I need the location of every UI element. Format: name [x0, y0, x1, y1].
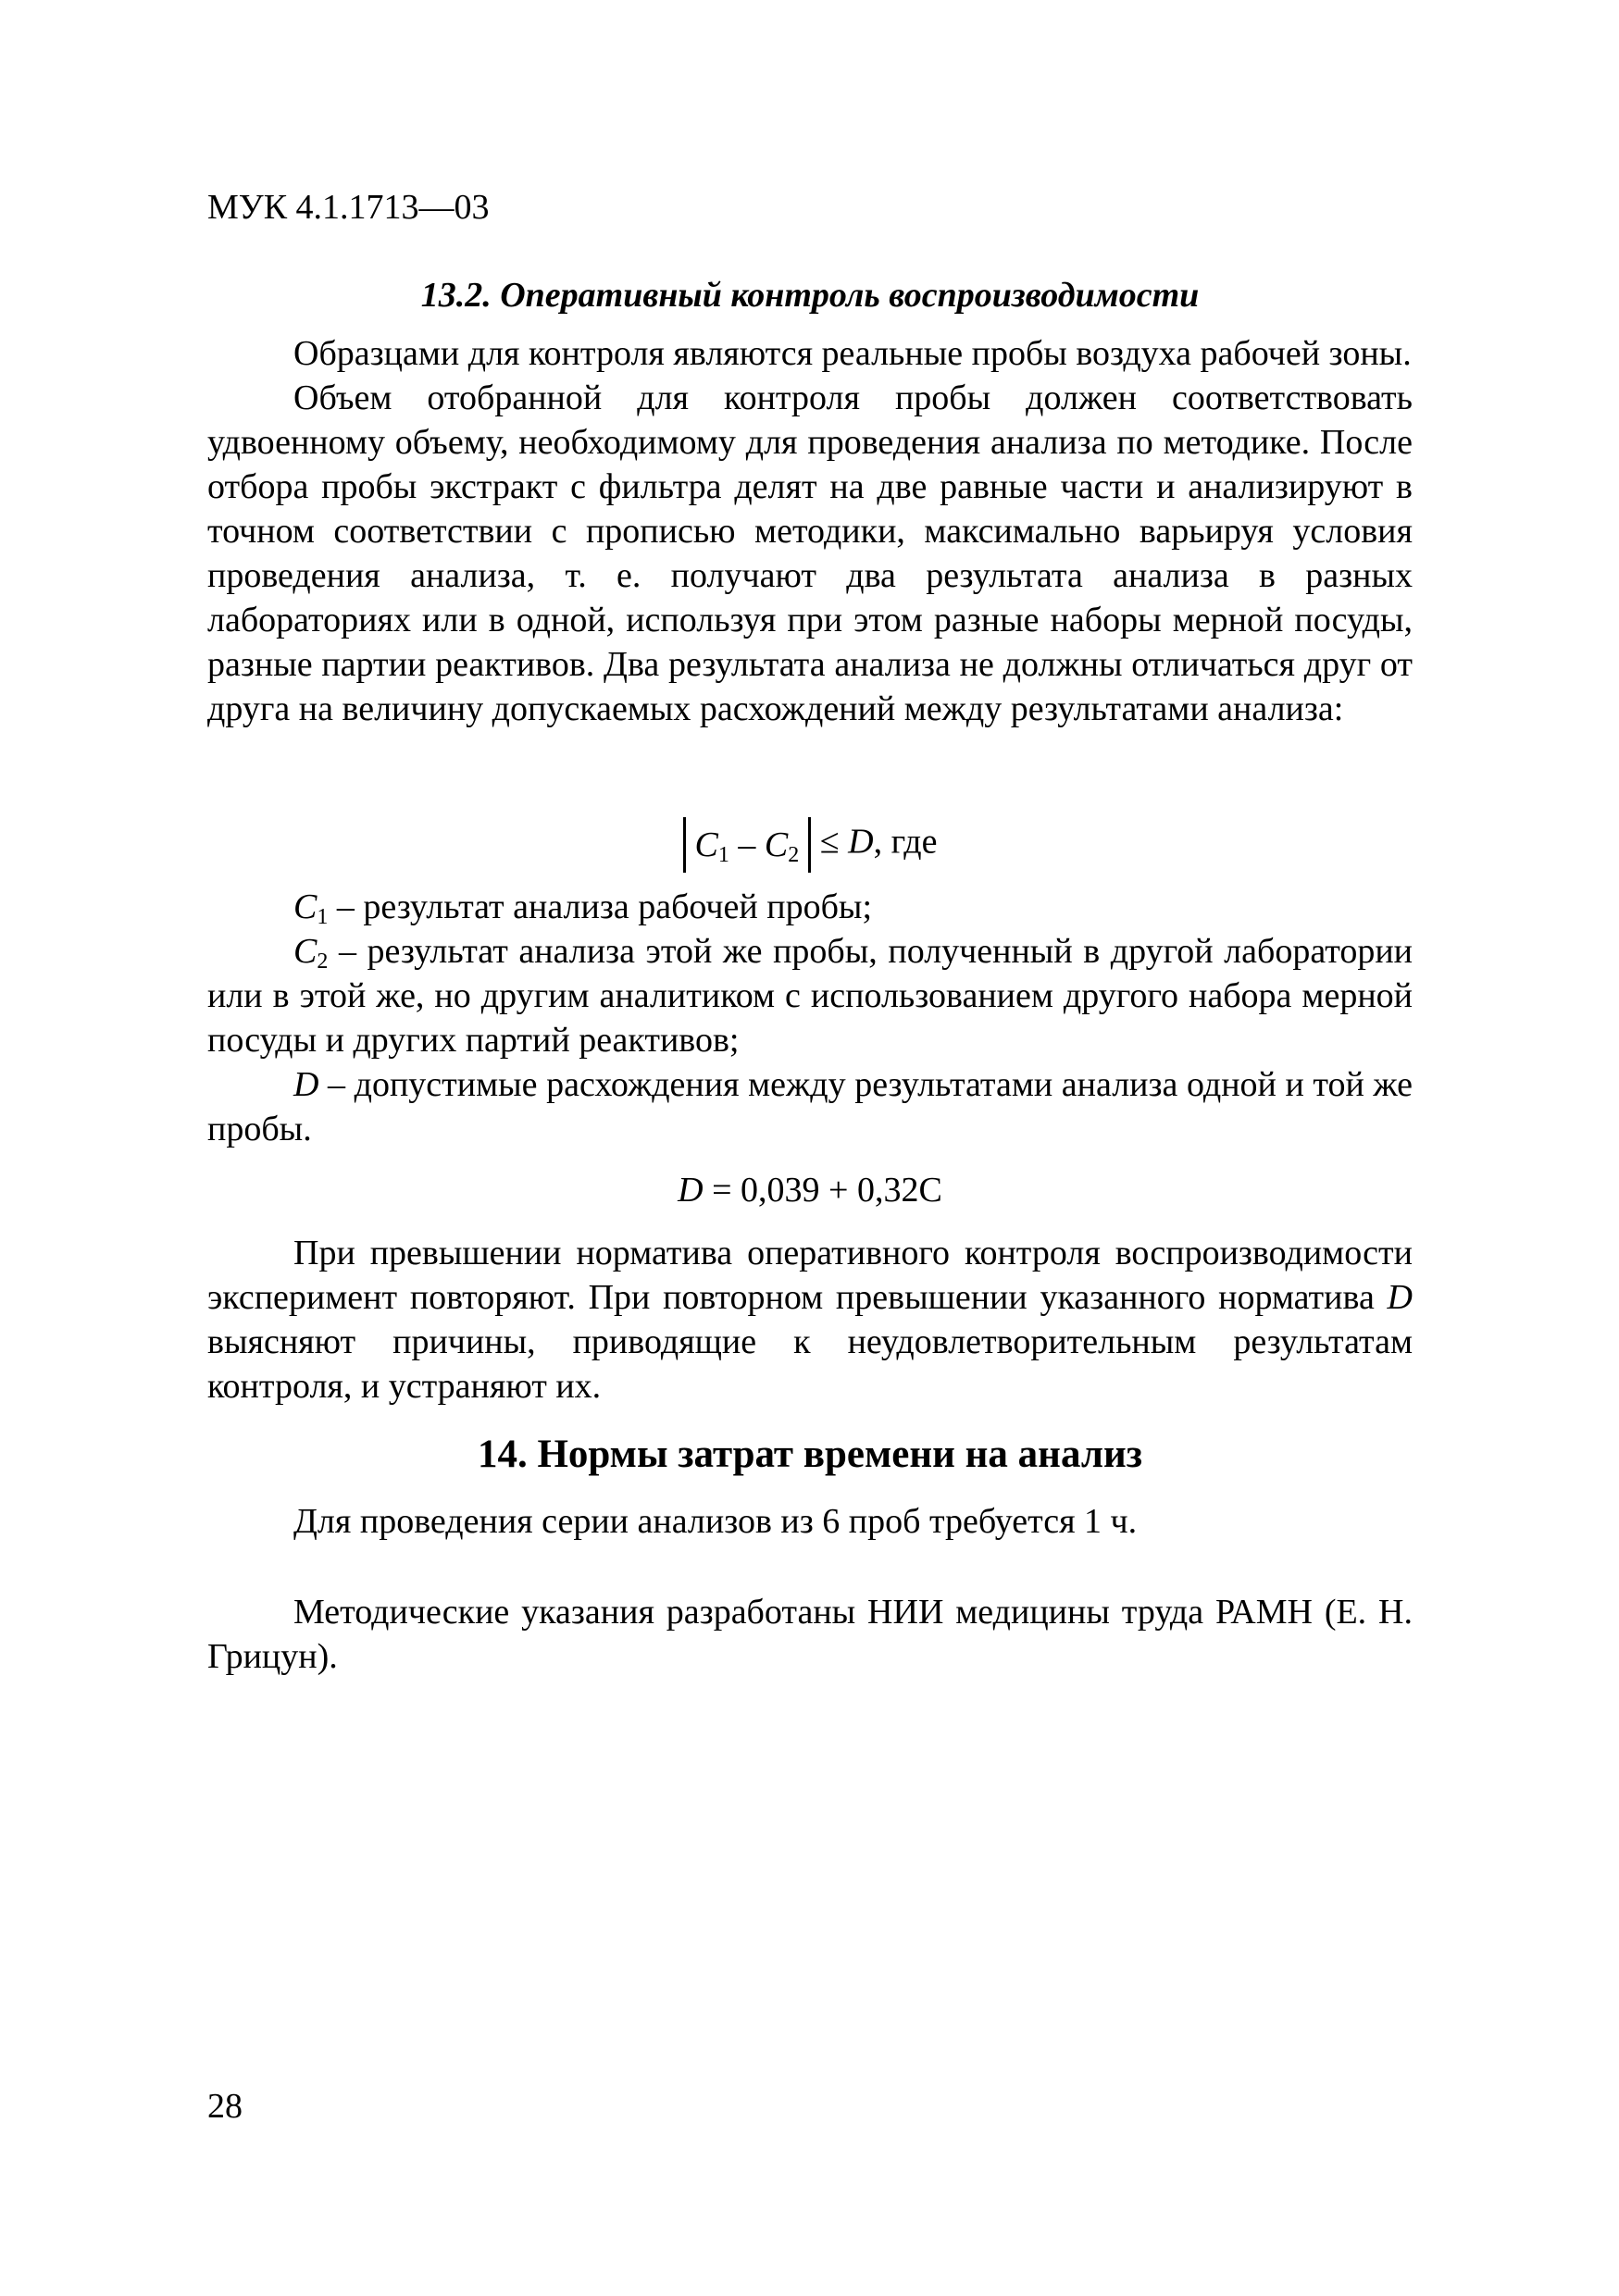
paragraph-exceeding-part2: выясняют причины, приводящие к неудовлетворительным результатам контроля, и устраняют их.: [207, 1322, 1413, 1406]
symbol-c2: C: [764, 825, 789, 864]
formula-tail: , где: [873, 822, 938, 862]
formula-discrepancy: [207, 817, 1413, 873]
definition-c1: [207, 885, 1413, 929]
def-subscript-2: 2: [317, 949, 329, 974]
subscript-2: 2: [788, 843, 800, 867]
paragraph-exceeding: [207, 1231, 1413, 1409]
less-equal-sign: ≤: [811, 822, 849, 862]
document-code: МУК 4.1.1713—03: [207, 188, 490, 227]
paragraph-credits: Методические указания разработаны НИИ медицины труда РАМН (Е. Н. Грицун).: [207, 1593, 1413, 1676]
absolute-value-bars: [683, 817, 812, 873]
def-text-d: – допустимые расхождения между результатами анализа одной и той же пробы.: [207, 1065, 1413, 1148]
symbol-d: D: [848, 822, 874, 862]
paragraph-exceeding-text: [207, 1231, 1413, 1409]
paragraph-sample-volume: Объем отобранной для контроля пробы должен соответствовать удвоенному объему, необходимому для проведения анализа по методике. После отбора пробы экстракт с фильтра делят на две равные части и анализируют в точном соответствии с прописью методики, максимально варьируя условия проведения анализа, т. е. получают два результата анализа в разных лабораториях или в одной, используя при этом разные наборы мерной посуды, разные партии реактивов. Два результата анализа не должны отличаться друг от друга на величину допускаемых расхождений между результатами анализа:: [207, 379, 1413, 728]
credits: [207, 1590, 1413, 1679]
formula-d: [207, 1168, 1413, 1212]
def-symbol-d: D: [293, 1065, 319, 1104]
paragraph-time-norm: Для проведения серии анализов из 6 проб требуется 1 ч.: [293, 1502, 1138, 1541]
section-13-2-title: 13.2. Оперативный контроль воспроизводимости: [420, 276, 1200, 315]
section-13-2-body: [207, 331, 1413, 731]
paragraph-exceeding-d: D: [1387, 1278, 1413, 1317]
def-symbol-c2: C: [293, 932, 318, 971]
formula-d-rest: = 0,039 + 0,32С: [703, 1171, 942, 1210]
symbol-c1: C: [694, 825, 718, 864]
def-subscript-1: 1: [317, 905, 329, 929]
subscript-1: 1: [717, 843, 729, 867]
definition-c2: [207, 929, 1413, 1062]
paragraph-samples: Образцами для контроля являются реальные пробы воздуха рабочей зоны.: [293, 334, 1412, 373]
section-14-body: [207, 1499, 1413, 1544]
paragraph-exceeding-part1: При превышении норматива оперативного контроля воспроизводимости эксперимент повторяют. При повторном превышении указанного норматива: [207, 1234, 1413, 1317]
def-text-c2: – результат анализа этой же пробы, полученный в другой лаборатории или в этой же, но другим аналитиком с использованием другого набора мерной посуды и других партий реактивов;: [207, 932, 1413, 1060]
definition-d: [207, 1062, 1413, 1151]
definitions: [207, 885, 1413, 1151]
section-14-title: 14. Нормы затрат времени на анализ: [477, 1433, 1143, 1476]
minus-sign: –: [729, 825, 765, 864]
def-text-c1: – результат анализа рабочей пробы;: [328, 887, 873, 926]
def-symbol-c1: C: [293, 887, 318, 926]
formula-d-symbol: D: [678, 1171, 704, 1210]
page-number: 28: [207, 2087, 243, 2126]
